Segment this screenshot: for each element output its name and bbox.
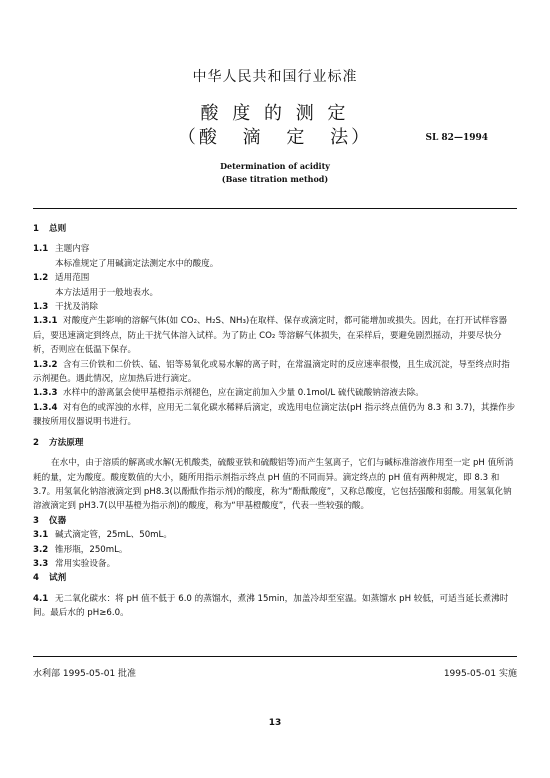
section-1-2-text: 本方法适用于一般地表水。: [55, 287, 159, 298]
section-1-3-4: [33, 401, 517, 430]
section-number: 3.1: [33, 530, 49, 541]
section-2-text: 在水中，由于溶质的解离或水解(无机酸类，硫酸亚铁和硫酸铝等)而产生氢离子，它们与碱标准溶液作用至一定 pH 值所消耗的量，定为酸度。酸度数值的大小，随所用指示剂指示终点 pH 值的不同而异。滴定终点的 pH 值有两种规定，即 8.3 和 3.7。用氢氧化钠溶液滴定到 pH8.3(以酚酞作指示剂)的酸度，称为“酚酞酸度”，又称总酸度，它包括强酸和弱酸。用氢氧化钠溶液滴定到 pH3.7(以甲基橙为指示剂)的酸度，称为“甲基橙酸度”，代表一些较强的酸。: [33, 458, 514, 512]
document-title: 酸 度 的 测 定: [200, 103, 350, 124]
section-2-heading: [33, 436, 517, 450]
section-text: 含有三价铁和二价铁、锰、铝等易氧化或易水解的离子时，在常温滴定时的反应速率很慢，且生成沉淀，导至终点时指示剂褪色。遇此情况，应加热后进行滴定。: [33, 359, 510, 385]
section-number: 1.3.3: [33, 388, 58, 399]
section-number: 1.3: [33, 302, 49, 313]
section-1-1-heading: [33, 242, 517, 256]
document-body: [33, 222, 517, 621]
section-number: 1.3.4: [33, 402, 58, 413]
english-title: Determination of acidity: [220, 161, 330, 171]
section-number: 3: [33, 515, 39, 526]
section-number: 1: [33, 224, 39, 234]
section-number: 1.2: [33, 273, 49, 284]
section-1-3-1: [33, 314, 517, 357]
section-1-heading: [33, 222, 517, 236]
section-title: 主题内容: [55, 244, 90, 255]
section-title: 试剂: [49, 573, 67, 584]
section-number: 1.3.2: [33, 359, 58, 370]
section-title: 方法原理: [49, 437, 84, 448]
section-4-heading: [33, 571, 517, 585]
section-3-2: [33, 543, 517, 557]
section-number: 1.3.1: [33, 316, 58, 327]
section-number: 3.3: [33, 558, 49, 569]
section-text: 常用实验设备。: [55, 558, 116, 569]
section-3-3: [33, 557, 517, 571]
section-number: 1.1: [33, 244, 49, 255]
section-text: 锥形瓶，250mL。: [55, 544, 128, 555]
section-3-1: [33, 528, 517, 542]
section-title: 适用范围: [55, 273, 90, 284]
standard-category: 中华人民共和国行业标准: [192, 69, 358, 85]
section-number: 3.2: [33, 544, 49, 555]
section-number: 4: [33, 573, 39, 584]
section-text: 碱式滴定管，25mL、50mL。: [55, 530, 172, 541]
section-text: 水样中的游离氯会使甲基橙指示剂褪色，应在滴定前加入少量 0.1mol/L 硫代硫酸钠溶液去除。: [63, 388, 424, 399]
section-text: 无二氧化碳水：将 pH 值不低于 6.0 的蒸馏水，煮沸 15min，加盖冷却至室温。如蒸馏水 pH 较低，可适当延长煮沸时间。最后水的 pH≥6.0。: [33, 593, 509, 619]
section-title: 干扰及消除: [55, 302, 98, 313]
section-1-3-2: [33, 358, 517, 387]
section-number: 2: [33, 437, 39, 448]
section-title: 仪器: [49, 515, 67, 526]
section-1-1-text: 本标准规定了用碱滴定法测定水中的酸度。: [55, 258, 219, 269]
section-1-2-heading: [33, 271, 517, 285]
standard-number: SL 82—1994: [425, 133, 488, 143]
section-number: 4.1: [33, 593, 49, 604]
document-method-title: （酸 滴 定 法）: [177, 127, 373, 148]
approval-line: 水利部 1995-05-01 批准: [33, 669, 137, 679]
implementation-line: 1995-05-01 实施: [443, 669, 517, 679]
section-title: 总则: [49, 224, 67, 234]
section-text: 对酸度产生影响的溶解气体(如 CO₂、H₂S、NH₃)在取样、保存或滴定时，都可能增加或损失。因此，在打开试样容器后，要迅速滴定到终点，防止干扰气体溶入试样。为了防止 CO₂ 等溶解气体损失，在采样后，要避免剧烈摇动，并要尽快分析，否则应在低温下保存。: [33, 316, 508, 356]
english-method-title: (Base titration method): [221, 174, 329, 184]
section-1-3-3: [33, 386, 517, 400]
top-divider: [33, 208, 517, 209]
section-4-1: [33, 592, 517, 621]
section-text: 对有色的或浑浊的水样，应用无二氧化碳水稀释后滴定，或选用电位滴定法(pH 指示终点值仍为 8.3 和 3.7)，其操作步骤按所用仪器说明书进行。: [33, 402, 516, 428]
page-number: 13: [268, 718, 282, 728]
section-1-3-heading: [33, 300, 517, 314]
section-3-heading: [33, 514, 517, 528]
bottom-divider: [33, 656, 517, 657]
